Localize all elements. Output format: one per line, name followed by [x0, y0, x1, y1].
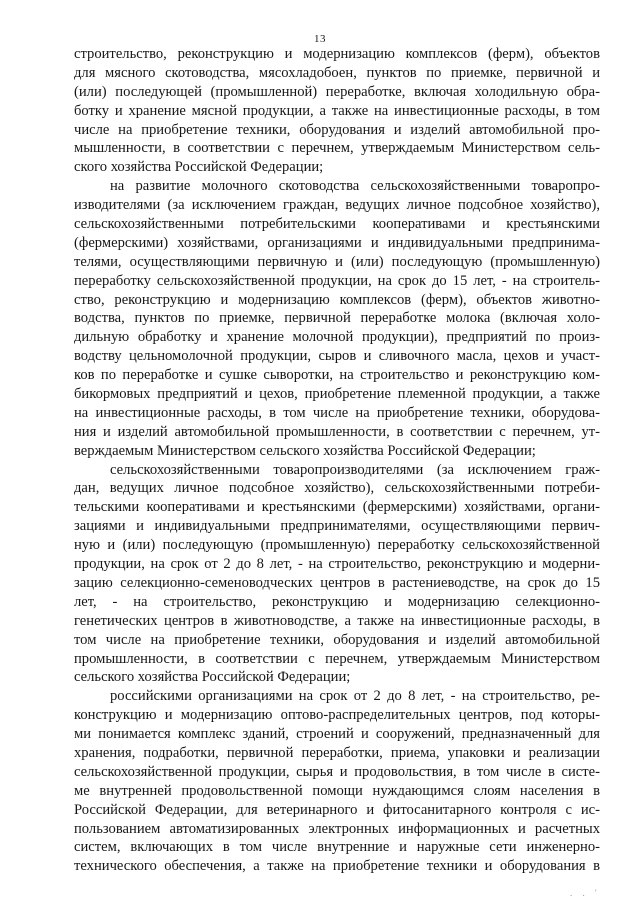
text-line: сельскохозяйственной продукции, сырья и продовольствия, в том числе в систе-: [74, 763, 600, 780]
paragraph: [74, 45, 600, 177]
text-line: конструкцию и модернизацию оптово-распределительных центров, под которы-: [74, 707, 600, 724]
text-line: ния и изделий автомобильной промышленности, в соответствии с перечнем, ут-: [74, 423, 600, 440]
text-line: (фермерскими) хозяйствами, организациями и индивидуальными предпринима-: [74, 234, 600, 251]
text-line: строительство, реконструкцию и модернизацию комплексов (ферм), объектов: [74, 46, 600, 62]
text-line: дильную обработку и хранение молочной продукции), предприятий по произ-: [74, 329, 600, 346]
text-line: ков по переработке и сушке сыворотки, на строительство и реконструкцию ком-: [74, 367, 600, 384]
page-number: 13: [314, 33, 326, 45]
text-line: изводителями (за исключением граждан, ведущих личное подсобное хозяйство),: [74, 197, 600, 214]
text-line: числе на приобретение техники, оборудования и изделий автомобильной про-: [74, 121, 600, 138]
text-line: ми понимается комплекс зданий, строений и сооружений, предназначенный для: [74, 726, 600, 743]
text-line: водству цельномолочной продукции, сыров и сливочного масла, цехов и участ-: [74, 348, 600, 365]
text-line: на развитие молочного скотоводства сельскохозяйственными товаропро-: [110, 178, 600, 195]
text-line: сельского хозяйства Российской Федерации;: [74, 669, 351, 686]
text-line: генетических центров в животноводстве, а также на инвестиционные расходы, в: [74, 612, 600, 629]
text-line: зациями и индивидуальными предпринимателями, осуществляющими первич-: [74, 518, 600, 535]
scan-marks: . . ': [570, 888, 601, 898]
document-body: [74, 45, 600, 876]
text-line: промышленности, в соответствии с перечнем, утверждаемым Министерством: [74, 650, 600, 667]
text-line: тельскими кооперативами и крестьянскими (фермерскими) хозяйствами, органи-: [74, 499, 600, 516]
text-line: зацию селекционно-семеноводческих центров в растениеводстве, на срок до 15: [74, 574, 600, 591]
paragraph: [74, 687, 600, 876]
text-line: мышленности, в соответствии с перечнем, утверждаемым Министерством сель-: [74, 140, 600, 157]
text-line: Российской Федерации, для ветеринарного и фитосанитарного контроля с ис-: [74, 801, 600, 818]
text-line: сельскохозяйственными потребительскими кооперативами и крестьянскими: [74, 216, 600, 233]
paragraph: [74, 177, 600, 460]
text-line: сельскохозяйственными товаропроизводителями (за исключением граж-: [110, 461, 600, 478]
text-line: пользованием автоматизированных электронных информационных и расчетных: [74, 820, 600, 837]
text-line: верждаемым Министерством сельского хозяйства Российской Федерации;: [74, 442, 536, 459]
text-line: ботку и хранение мясной продукции, а также на инвестиционные расходы, в том: [74, 102, 600, 119]
text-line: ме внутренней продовольственной помощи нуждающимся слоям населения в: [74, 782, 600, 799]
paragraph: [74, 461, 600, 688]
text-line: лет, - на строительство, реконструкцию и модернизацию селекционно-: [74, 593, 600, 610]
text-line: ство, реконструкцию и модернизацию комплексов (ферм), объектов животно-: [74, 291, 600, 308]
text-line: ского хозяйства Российской Федерации;: [74, 159, 324, 176]
text-line: продукции, на срок от 2 до 8 лет, - на строительство, реконструкцию и модерни-: [74, 556, 600, 573]
text-line: (или) последующей (промышленной) переработке, включая холодильную обра-: [74, 83, 600, 100]
text-line: на инвестиционные расходы, в том числе на приобретение техники, оборудова-: [74, 404, 600, 421]
text-line: переработку сельскохозяйственной продукции, на срок до 15 лет, - на строитель-: [74, 272, 600, 289]
text-line: для мясного скотоводства, мясохладобоен, пунктов по приемке, первичной и: [74, 64, 600, 81]
text-line: ную и (или) последующую (промышленную) переработку сельскохозяйственной: [74, 537, 600, 554]
text-line: телями, осуществляющими первичную и (или) последующую (промышленную): [74, 253, 600, 270]
text-line: технического обеспечения, а также на приобретение техники и оборудования в: [74, 858, 600, 875]
text-line: российскими организациями на срок от 2 до 8 лет, - на строительство, ре-: [110, 688, 600, 705]
text-line: бикормовых предприятий и цехов, приобретение племенной продукции, а также: [74, 386, 600, 403]
text-line: том числе на приобретение техники, оборудования и изделий автомобильной: [74, 631, 600, 648]
text-line: систем, включающих в том числе внутренние и наружные сети инженерно-: [74, 839, 600, 856]
text-line: хранения, подработки, первичной переработки, приема, упаковки и реализации: [74, 744, 600, 761]
text-line: дан, ведущих личное подсобное хозяйство), сельскохозяйственными потреби-: [74, 480, 600, 497]
text-line: водства, пунктов по приемке, первичной переработке молока (включая холо-: [74, 310, 600, 327]
